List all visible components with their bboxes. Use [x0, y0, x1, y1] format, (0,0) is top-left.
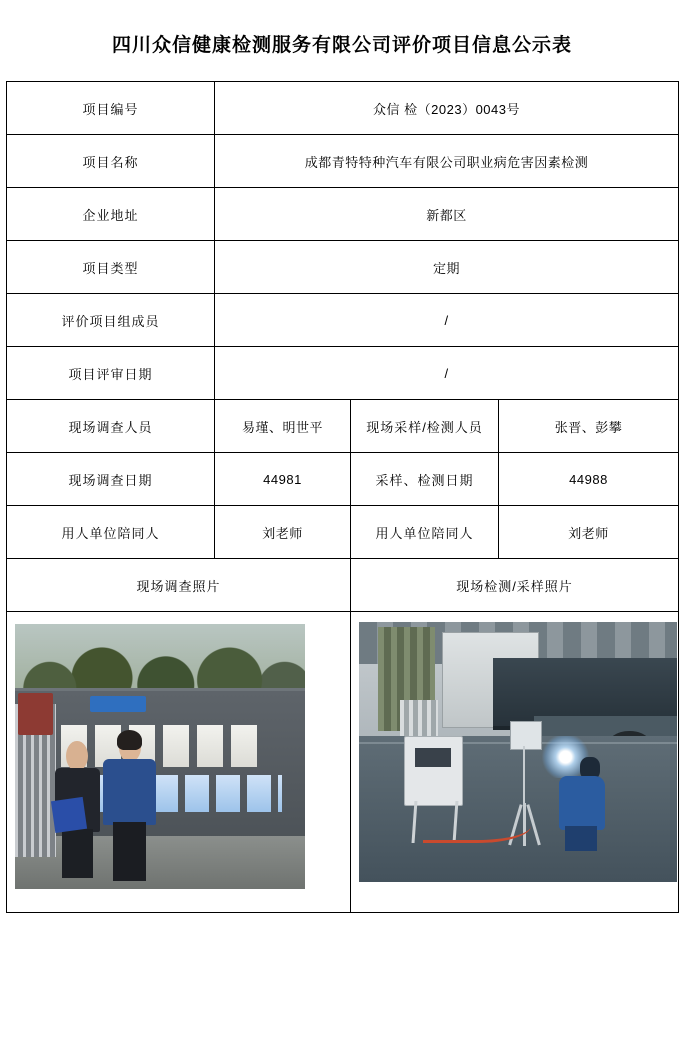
person-legs — [62, 829, 94, 879]
survey-photo-wrapper — [7, 612, 350, 912]
table-row-photos — [7, 612, 679, 913]
row-label-project-number: 项目编号 — [7, 82, 215, 135]
page-title: 四川众信健康检测服务有限公司评价项目信息公示表 — [111, 35, 572, 56]
photo-header-detection: 现场检测/采样照片 — [351, 559, 679, 612]
person-hair — [117, 730, 142, 751]
table-row — [7, 188, 679, 241]
row-label-accompany-survey: 用人单位陪同人 — [7, 506, 215, 559]
row-label-company-address: 企业地址 — [7, 188, 215, 241]
row-label-survey-date: 现场调查日期 — [7, 453, 215, 506]
detection-photo — [359, 622, 677, 882]
row-label-project-name: 项目名称 — [7, 135, 215, 188]
table-row-photo-headers — [7, 559, 679, 612]
photo-blue-folder — [51, 797, 87, 833]
row-label-project-type: 项目类型 — [7, 241, 215, 294]
photo-sampling-instrument — [404, 736, 463, 806]
photo-cell-survey — [7, 612, 351, 913]
table-row — [7, 506, 679, 559]
row-value-project-name: 成都青特特种汽车有限公司职业病危害因素检测 — [215, 135, 679, 188]
row-value-project-number: 众信 检（2023）0043号 — [215, 82, 679, 135]
table-row — [7, 294, 679, 347]
person-head — [66, 741, 88, 771]
row-value-project-type: 定期 — [215, 241, 679, 294]
table-row — [7, 82, 679, 135]
row-label-sampling-date: 采样、检测日期 — [351, 453, 499, 506]
table-row — [7, 135, 679, 188]
row-value-survey-staff: 易瑾、明世平 — [215, 400, 351, 453]
detection-photo-wrapper — [351, 612, 678, 912]
worker-body — [559, 776, 604, 830]
photo-header-survey: 现场调查照片 — [7, 559, 351, 612]
person-body — [103, 759, 156, 824]
table-row — [7, 347, 679, 400]
table-row — [7, 453, 679, 506]
worker-legs — [565, 826, 597, 850]
photo-welder-worker — [556, 757, 610, 851]
row-label-survey-staff: 现场调查人员 — [7, 400, 215, 453]
row-label-accompany-sampling: 用人单位陪同人 — [351, 506, 499, 559]
survey-photo — [15, 624, 305, 889]
row-value-company-address: 新都区 — [215, 188, 679, 241]
row-value-survey-date: 44981 — [215, 453, 351, 506]
photo-person-right — [102, 733, 157, 881]
row-label-review-date: 项目评审日期 — [7, 347, 215, 400]
row-value-accompany-survey: 刘老师 — [215, 506, 351, 559]
photo-cell-detection — [351, 612, 679, 913]
row-value-team-members: / — [215, 294, 679, 347]
photo-red-truck — [18, 693, 53, 735]
row-value-sampling-staff: 张晋、彭攀 — [499, 400, 679, 453]
row-label-sampling-staff: 现场采样/检测人员 — [351, 400, 499, 453]
project-info-table — [6, 81, 679, 913]
row-value-sampling-date: 44988 — [499, 453, 679, 506]
person-legs — [113, 822, 146, 881]
photo-company-logo — [90, 696, 146, 712]
table-row — [7, 400, 679, 453]
row-value-review-date: / — [215, 347, 679, 400]
row-label-team-members: 评价项目组成员 — [7, 294, 215, 347]
table-row — [7, 241, 679, 294]
tripod-instrument-head — [510, 721, 542, 750]
row-value-accompany-sampling: 刘老师 — [499, 506, 679, 559]
